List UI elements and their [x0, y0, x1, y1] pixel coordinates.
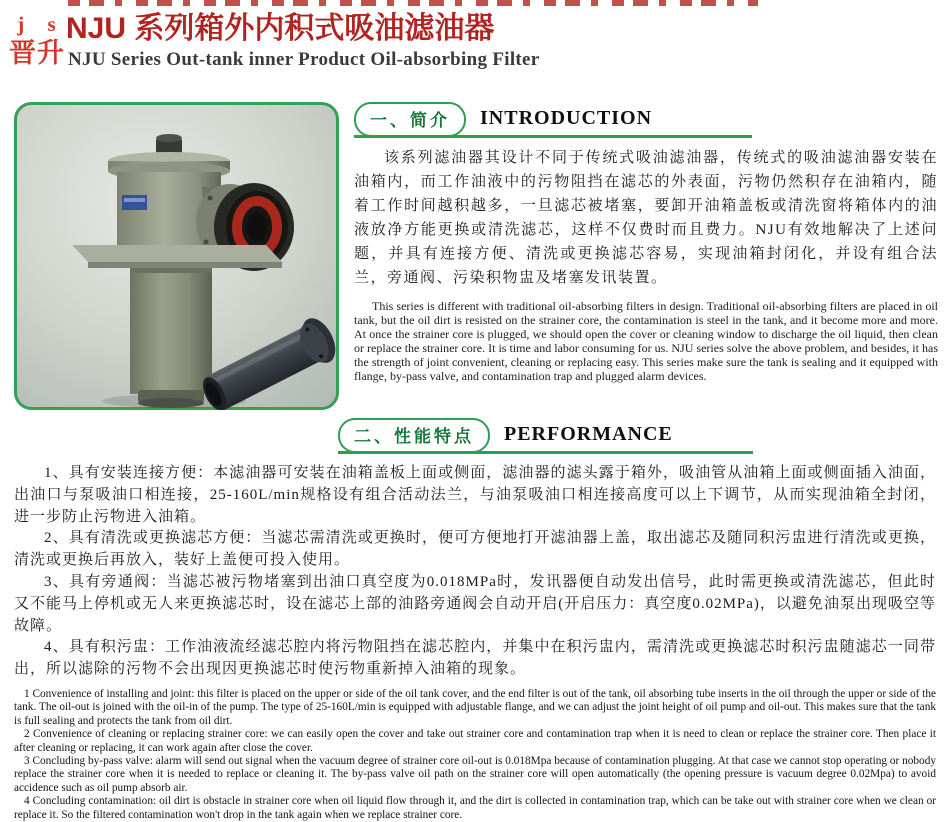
- performance-item-en-4: 4 Concluding contamination: oil dirt is obstacle in strainer core when oil liquid flow through it, and the dirt is collected in contamination trap, which can be take out with strainer core when we clean or replace it. So the filtered contamination won't drop in the tank again when we replace strainer core.: [14, 795, 936, 821]
- company-logo: [8, 14, 66, 67]
- performance-item-cn-2: 2、具有清洗或更换滤芯方便：当滤芯需清洗或更换时，便可方便地打开滤油器上盖，取出滤芯及随同积污盅进行清洗或更换，清洗或更换后再放入，装好上盖便可投入使用。: [14, 530, 936, 569]
- performance-items-en: [14, 688, 936, 822]
- logo-initials: j s: [17, 12, 65, 36]
- product-photo-image: [14, 102, 339, 410]
- performance-item-cn-1: 1、具有安装连接方便：本滤油器可安装在油箱盖板上面或侧面，滤油器的滤头露于箱外，吸油管从油箱上面或侧面插入油面，出油口与泵吸油口相连接，25-160L/min规格设有组合活动法兰，与油泵吸油口相连接高度可以上下调节，从而实现油箱全封闭，进一步防止污物进入油箱。: [14, 465, 936, 525]
- intro-heading: INTRODUCTION: [480, 107, 653, 129]
- product-photo: [14, 102, 339, 410]
- page-title: NJU 系列箱外内积式吸油滤油器: [66, 12, 495, 45]
- logo-chinese-name: 晋升: [9, 38, 65, 68]
- intro-header: [354, 102, 938, 138]
- performance-badge: 二、性能特点: [338, 418, 490, 453]
- performance-heading: PERFORMANCE: [504, 423, 673, 445]
- intro-paragraph-en: This series is different with traditional oil-absorbing filters in design. Traditional oil-absorbing filters are placed in oil tank, but the oil dirt is resisted on the strainer core, the contamination is steel in the tank, and it become more and more. At once the strainer core is plugged, we should open the cover or cleaning window to discharge the oil liquid, then clean or replace the strainer core. It is time and labor consuming for us. NJU series solve the above problem, and besides, it has the strength of joint convenient, cleaning or replacing easy. This series make sure the tank is sealing and it equipped with flange, by-pass valve, and contamination trap and plugged alarm devices.: [354, 299, 938, 383]
- intro-badge: 一、简介: [354, 102, 466, 137]
- intro-section: [14, 102, 938, 410]
- page-header: [0, 0, 950, 96]
- page-subtitle: NJU Series Out-tank inner Product Oil-absorbing Filter: [68, 48, 540, 70]
- performance-item-en-3: 3 Concluding by-pass valve: alarm will send out signal when the vacuum degree of strainer core oil-out is 0.018Mpa because of contamination plugging. At that case we cannot stop operating or nobody replace the strainer core when it is needed to replace or cleaning it. The by-pass valve oil path on the strainer core will open automatically (the opening pressure is vacuum degree 0.02Mpa) to avoid accidence such as oil pump absorb air.: [14, 755, 936, 794]
- performance-item-cn-4: 4、具有积污盅：工作油液流经滤芯腔内将污物阻挡在滤芯腔内，并集中在积污盅内，需清洗或更换滤芯时积污盅随滤芯一同带出，所以滤除的污物不会出现因更换滤芯时使污物重新掉入油箱的现象。: [14, 639, 936, 678]
- performance-item-cn-3: 3、具有旁通阀：当滤芯被污物堵塞到出油口真空度为0.018MPa时，发讯器便自动发出信号，此时需更换或清洗滤芯，但此时又不能马上停机或无人来更换滤芯时，设在滤芯上部的油路旁通阀会自动开启(开启压力：真空度0.02MPa)，以避免油泵出现吸空等故障。: [14, 573, 936, 634]
- performance-items-cn: [14, 463, 936, 681]
- intro-paragraph-cn: 该系列滤油器其设计不同于传统式吸油滤油器，传统式的吸油滤油器安装在油箱内，而工作油液中的污物阻挡在滤芯的外表面，污物仍然积存在油箱内，随着工作时间越积越多，一旦滤芯被堵塞，要卸开油箱盖板或清洗窗将箱体内的油液放净方能更换或清洗滤芯，这样不仅费时而且费力。NJU有效地解决了上述问题，并具有连接方便、清洗或更换滤芯容易，实现油箱封闭化，并设有组合法兰，旁通阀、污染积物盅及堵塞发讯装置。: [354, 150, 938, 286]
- performance-item-en-1: 1 Convenience of installing and joint: this filter is placed on the upper or side of the oil tank cover, and the end filter is out of the tank, oil absorbing tube inserts in the oil through the upper or side of the tank. The oil-out is joined with the oil-in of the pump. The type of 25-160L/min is equipped with adjustable flange, and we can adjust the joint height of oil pump and oil-out. This makes sure that the tank is full sealing and protects the tank from oil dirt.: [14, 687, 936, 727]
- intro-column: [354, 102, 938, 410]
- performance-item-en-2: 2 Convenience of cleaning or replacing strainer core: we can easily open the cover and take out strainer core and contamination trap when it is need to clean or replace the strainer core. Then place it after cleaning or replacing, it can work again after close the cover.: [14, 728, 936, 754]
- performance-header: [338, 418, 950, 454]
